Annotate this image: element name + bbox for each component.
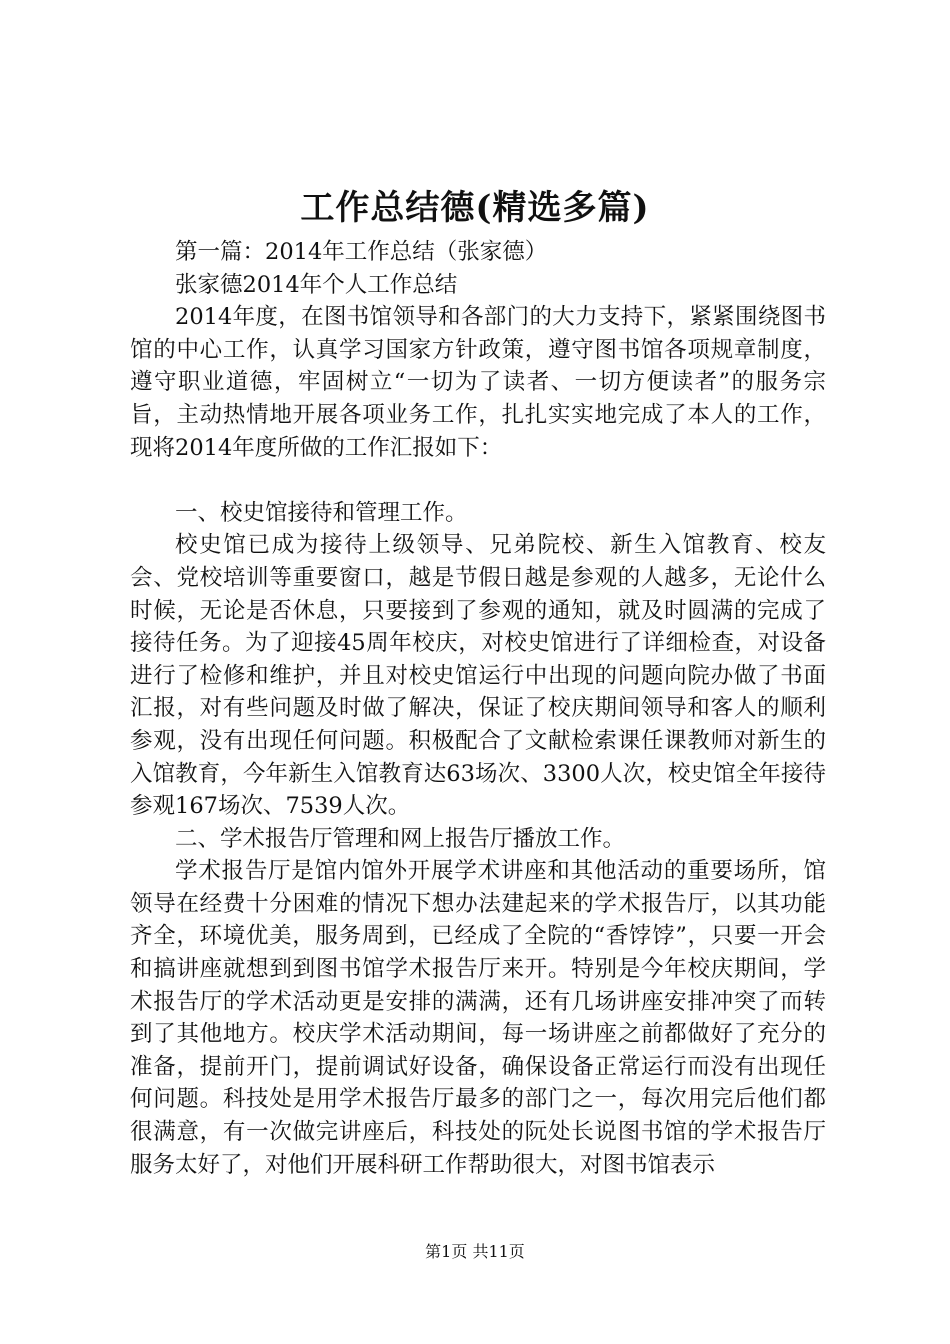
section-heading-2: 二、学术报告厅管理和网上报告厅播放工作。 [175,825,626,852]
section-heading: 第一篇：2014年工作总结（张家德） [175,239,548,265]
document-subtitle: 张家德2014年个人工作总结 [175,271,458,298]
intro-paragraph: 2014年度，在图书馆领导和各部门的大力支持下，紧紧围绕图书馆的中心工作，认真学习国家方针政策，遵守图书馆各项规章制度，遵守职业道德，牢固树立“一切为了读者、一切方便读者”的服务宗旨，主动热情地开展各项业务工作，扎扎实实地完成了本人的工作，现将2014年度所做的工作汇报如下： [130,304,826,461]
section-1-paragraph: 校史馆已成为接待上级领导、兄弟院校、新生入馆教育、校友会、党校培训等重要窗口，越是节假日越是参观的人越多，无论什么时候，无论是否休息，只要接到了参观的通知，就及时圆满的完成了接待任务。为了迎接45周年校庆，对校史馆进行了详细检查，对设备进行了检修和维护，并且对校史馆运行中出现的问题向院办做了书面汇报，对有些问题及时做了解决，保证了校庆期间领导和客人的顺利参观，没有出现任何问题。积极配合了文献检索课任课教师对新生的入馆教育，今年新生入馆教育达63场次、3300人次，校史馆全年接待参观167场次、7539人次。 [130,532,826,820]
document-body [130,236,826,1181]
document-title: 工作总结德(精选多篇) [300,188,650,228]
page-footer: 第1页 共11页 [425,1242,525,1261]
section-heading-1: 一、校史馆接待和管理工作。 [175,499,468,526]
section-2-paragraph: 学术报告厅是馆内馆外开展学术讲座和其他活动的重要场所，馆领导在经费十分困难的情况下想办法建起来的学术报告厅，以其功能齐全，环境优美，服务周到，已经成了全院的“香饽饽”，只要一开会和搞讲座就想到到图书馆学术报告厅来开。特别是今年校庆期间，学术报告厅的学术活动更是安排的满满，还有几场讲座安排冲突了而转到了其他地方。校庆学术活动期间，每一场讲座之前都做好了充分的准备，提前开门，提前调试好设备，确保设备正常运行而没有出现任何问题。科技处是用学术报告厅最多的部门之一，每次用完后他们都很满意，有一次做完讲座后，科技处的阮处长说图书馆的学术报告厅服务太好了，对他们开展科研工作帮助很大，对图书馆表示 [130,858,826,1178]
